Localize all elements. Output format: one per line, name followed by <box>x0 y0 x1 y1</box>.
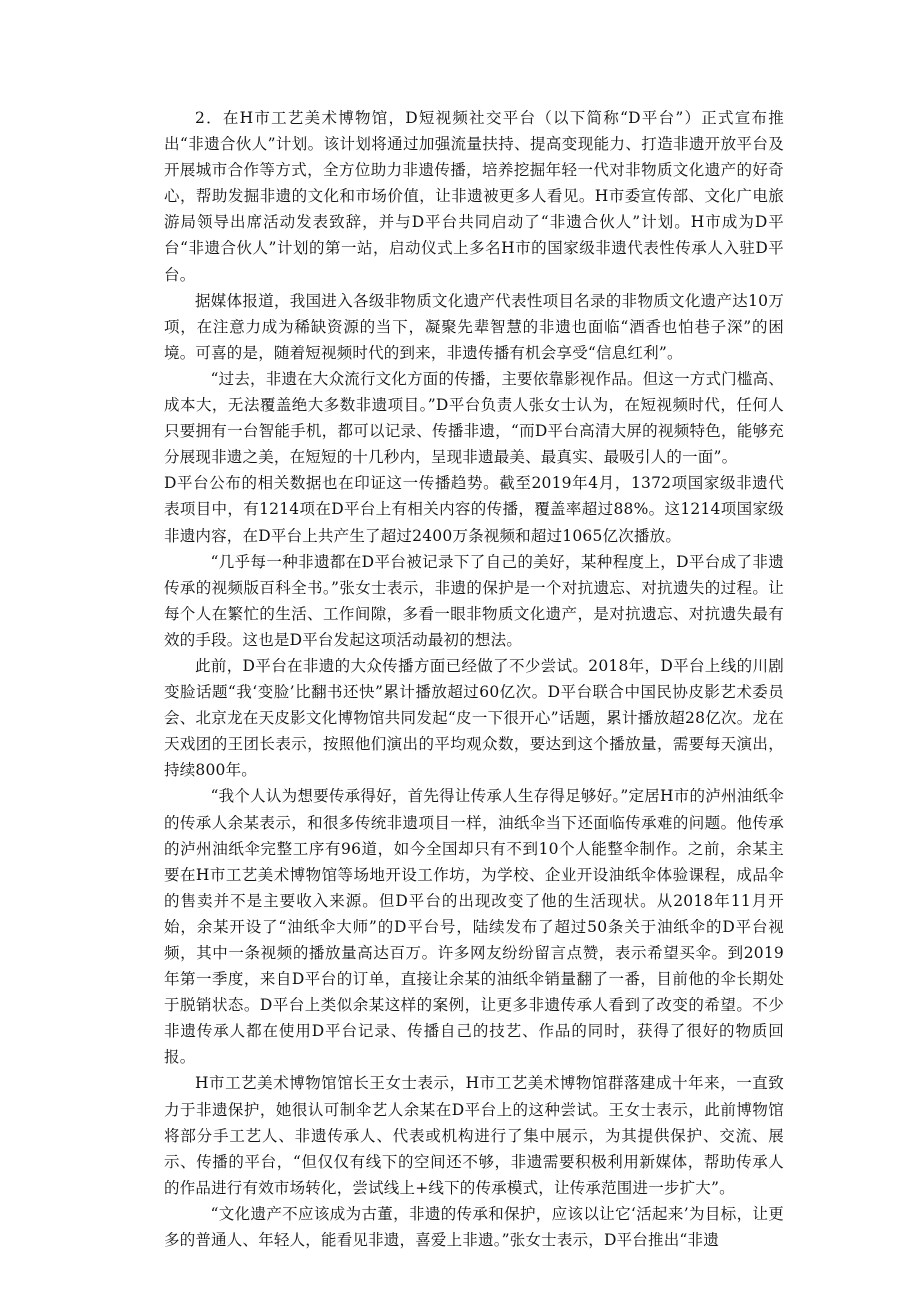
paragraph-previous-attempts: 此前，D平台在非遗的大众传播方面已经做了不少尝试。2018年，D平台上线的川剧变脸话题“我‘变脸’比翻书还快”累计播放超过60亿次。D平台联合中国民协皮影艺术委员会、北京龙在天皮影文化博物馆共同发起“皮一下很开心”话题，累计播放超28亿次。龙在天戏团的王团长表示，按照他们演出的平均观众数，要达到这个播放量，需要每天演出，持续800年。 <box>164 656 784 780</box>
paragraph-platform-data: D平台公布的相关数据也在印证这一传播趋势。截至2019年4月，1372项国家级非遗代表项目中，有1214项在D平台上有相关内容的传播，覆盖率超过88%。这1214项国家级非遗内容，在D平台上共产生了超过2400万条视频和超过1065亿次播放。 <box>164 474 784 545</box>
paragraph-umbrella-inheritor: “我个人认为想要传承得好，首先得让传承人生存得足够好。”定居H市的泸州油纸伞的传承人余某表示，和很多传统非遗项目一样，油纸伞当下还面临传承难的问题。他传承的泸州油纸伞完整工序有96道，如今全国却只有不到10个人能整伞制作。之前，余某主要在H市工艺美术博物馆等场地开设工作坊，为学校、企业开设油纸伞体验课程，成品伞的售卖并不是主要收入来源。但D平台的出现改变了他的生活现状。从2018年11月开始，余某开设了“油纸伞大师”的D平台号，陆续发布了超过50条关于油纸伞的D平台视频，其中一条视频的播放量高达百万。许多网友纷纷留言点赞，表示希望买伞。到2019年第一季度，来自D平台的订单，直接让余某的油纸伞销量翻了一番，目前他的伞长期处于脱销状态。D平台上类似余某这样的案例，让更多非遗传承人看到了改变的希望。不少非遗传承人都在使用D平台记录、传播自己的技艺、作品的同时，获得了很好的物质回报。 <box>164 787 784 1067</box>
paragraph-cultural-heritage: “文化遗产不应该成为古董，非遗的传承和保护，应该以让它‘活起来’为目标，让更多的普通人、年轻人，能看见非遗，喜爱上非遗。”张女士表示，D平台推出“非遗 <box>164 1204 784 1250</box>
paragraph-quote-past: “过去，非遗在大众流行文化方面的传播，主要依靠影视作品。但这一方式门槛高、成本大，无法覆盖绝大多数非遗项目。”D平台负责人张女士认为，在短视频时代，任何人只要拥有一台智能手机，都可以记录、传播非遗，“而D平台高清大屏的视频特色，能够充分展现非遗之美，在短短的十几秒内，呈现非遗最美、最真实、最吸引人的一面”。 <box>164 369 784 467</box>
paragraph-museum-director: H市工艺美术博物馆馆长王女士表示，H市工艺美术博物馆群落建成十年来，一直致力于非遗保护，她很认可制伞艺人余某在D平台上的这种尝试。王女士表示，此前博物馆将部分手工艺人、非遗传承人、代表或机构进行了集中展示，为其提供保护、交流、展示、传播的平台，“但仅仅有线下的空间还不够，非遗需要积极利用新媒体，帮助传承人的作品进行有效市场转化，尝试线上+线下的传承模式，让传承范围进一步扩大”。 <box>164 1074 784 1197</box>
document-page <box>164 105 784 1253</box>
paragraph-quote-encyclopedia: “几乎每一种非遗都在D平台被记录下了自己的美好，某种程度上，D平台成了非遗传承的视频版百科全书。”张女士表示，非遗的保护是一个对抗遗忘、对抗遗失的过程。让每个人在繁忙的生活、工作间隙，多看一眼非物质文化遗产，是对抗遗忘、对抗遗失最有效的手段。这也是D平台发起这项活动最初的想法。 <box>164 552 784 649</box>
paragraph-intro: 2．在H市工艺美术博物馆，D短视频社交平台（以下简称“D平台”）正式宣布推出“非遗合伙人”计划。该计划将通过加强流量扶持、提高变现能力、打造非遗开放平台及开展城市合作等方式，全方位助力非遗传播，培养挖掘年轻一代对非物质文化遗产的好奇心，帮助发掘非遗的文化和市场价值，让非遗被更多人看见。H市委宣传部、文化广电旅游局领导出席活动发表致辞，并与D平台共同启动了“非遗合伙人”计划。H市成为D平台“非遗合伙人”计划的第一站，启动仪式上多名H市的国家级非遗代表性传承人入驻D平台。 <box>164 109 784 284</box>
paragraph-media-report: 据媒体报道，我国进入各级非物质文化遗产代表性项目名录的非物质文化遗产达10万项，在注意力成为稀缺资源的当下，凝聚先辈智慧的非遗也面临“酒香也怕巷子深”的困境。可喜的是，随着短视频时代的到来，非遗传播有机会享受“信息红利”。 <box>164 291 784 362</box>
